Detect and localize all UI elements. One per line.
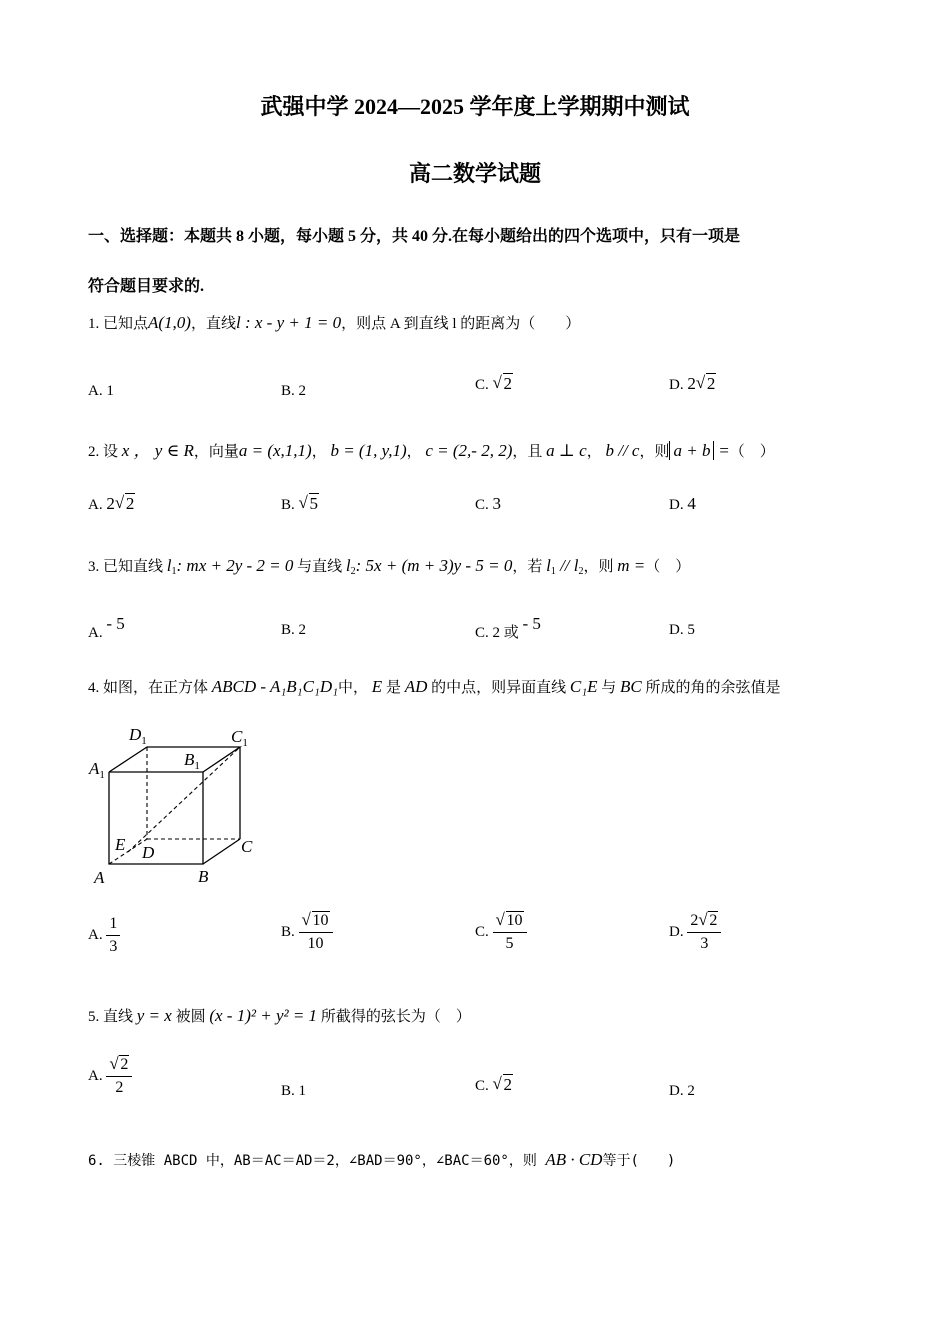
q2-option-a: A. 2√ 2 — [88, 494, 135, 514]
q5-circle: (x - 1)² + y² = 1 — [209, 1006, 318, 1025]
q1-line: l : x - y + 1 = 0 — [236, 313, 342, 332]
q1-mid: ，直线 — [190, 316, 236, 332]
q6-expr: AB · CD — [545, 1150, 603, 1169]
question-6: 6. 三棱锥 ABCD 中，AB＝AC＝AD＝2，∠BAD＝90°，∠BAC＝60°，则 AB · CD等于( ) — [88, 1150, 676, 1169]
section-heading-line1: 一、选择题：本题共 8 小题，每小题 5 分，共 40 分.在每小题给出的四个选项中，只有一项是 — [88, 228, 741, 245]
cube-figure — [85, 722, 265, 892]
q3-parallel: $l_1 // l_2$ — [546, 556, 584, 577]
q3-l2: $l_2$: 5x + (m + 3)y - 5 = 0 — [345, 556, 513, 577]
q2-perp: a ⊥ c — [546, 441, 587, 460]
q1-option-b: B. 2 — [281, 383, 307, 399]
q2-vector-b: b = (1, y,1) — [330, 441, 407, 460]
q2-abs: a + b — [669, 441, 714, 460]
label-a1: $A_1$ — [89, 759, 105, 781]
q2-vars: x ， y ∈ R — [121, 441, 194, 460]
question-4: 4. 如图，在正方体 ABCD - A₁B₁C₁D₁中， E 是 AD 的中点，则异面直线 C₁E 与 BC 所成的角的余弦值是 — [88, 677, 781, 696]
q4-option-b: B. √ $\frac{10}{10}$ — [281, 910, 333, 955]
q5-option-a: A. √ $\frac{2}{2}$ — [88, 1054, 132, 1099]
q1-option-a: A. 1 — [88, 383, 114, 399]
label-b1: $B_1$ — [184, 750, 200, 772]
q3-m: m = — [617, 556, 646, 575]
q3-l1: $l_1$: mx + 2y - 2 = 0 — [166, 556, 294, 577]
q4-option-a: A. $\frac{1}{3}$ — [88, 913, 120, 958]
label-d1: $D_1$ — [129, 725, 147, 747]
label-d: D — [142, 843, 155, 862]
label-c: C — [241, 837, 253, 856]
cube-top-face — [109, 747, 240, 772]
q1-option-c: C. √ 2 — [475, 374, 513, 394]
q5-option-d: D. 2 — [669, 1083, 695, 1099]
label-e: E — [115, 835, 126, 854]
q1-point: A(1,0) — [148, 313, 191, 332]
exam-title: 武强中学 2024—2025 学年度上学期期中测试 — [260, 94, 690, 119]
question-3: 3. 已知直线 $l_1$: mx + 2y - 2 = 0 与直线 $l_2$: 5x + (m + 3)y - 5 = 0，若 $l_1 // l_2$，则 m =（ ） — [88, 556, 691, 577]
question-5: 5. 直线 y = x 被圆 (x - 1)² + y² = 1 所截得的弦长为（ ） — [88, 1006, 471, 1025]
q5-line: y = x — [136, 1006, 172, 1025]
q2-vector-a: a = (x,1,1) — [238, 441, 312, 460]
q2-option-c: C. 3 — [475, 494, 502, 513]
cube-edge-bc — [203, 839, 240, 864]
q4-option-d: D. $\frac{2√ 2}{3}$ — [669, 910, 721, 955]
exam-subtitle: 高二数学试题 — [408, 161, 541, 186]
q3-option-b: B. 2 — [281, 622, 307, 638]
label-b: B — [198, 867, 209, 886]
q3-option-d: D. 5 — [669, 622, 695, 638]
question-1 — [88, 312, 580, 333]
section-heading-line2: 符合题目要求的. — [88, 278, 205, 295]
q2-vector-c: c = (2,- 2, 2) — [425, 441, 513, 460]
q4-cube: ABCD - A₁B₁C₁D₁ — [211, 677, 339, 696]
q1-option-d: D. 2√ 2 — [669, 374, 716, 394]
q5-option-c: C. √ 2 — [475, 1075, 513, 1095]
q5-option-b: B. 1 — [281, 1083, 307, 1099]
q2-parallel: b // c — [605, 441, 640, 460]
label-a: A — [94, 868, 105, 887]
q1-pre: 1. 已知点 — [88, 316, 149, 332]
q4-option-c: C. √ $\frac{10}{5}$ — [475, 910, 527, 955]
q2-option-d: D. 4 — [669, 494, 696, 513]
q4-a-frac: $\frac{1}{3}$ — [106, 913, 120, 958]
q2-option-b: B. √ 5 — [281, 494, 319, 514]
label-c1: $C_1$ — [231, 727, 248, 749]
question-2: 2. 设 x ， y ∈ R，向量a = (x,1,1)， b = (1, y,1)， c = (2,- 2, 2)，且 a ⊥ c， b // c，则 a + b =（ ） — [88, 441, 775, 460]
q3-option-a: A. - 5 — [88, 614, 125, 641]
q3-option-c: C. 2 或 - 5 — [475, 614, 541, 641]
q1-post: ，则点 A 到直线 l 的距离为（ ） — [341, 316, 581, 332]
q1-c-sqrt: √ 2 — [493, 374, 514, 394]
